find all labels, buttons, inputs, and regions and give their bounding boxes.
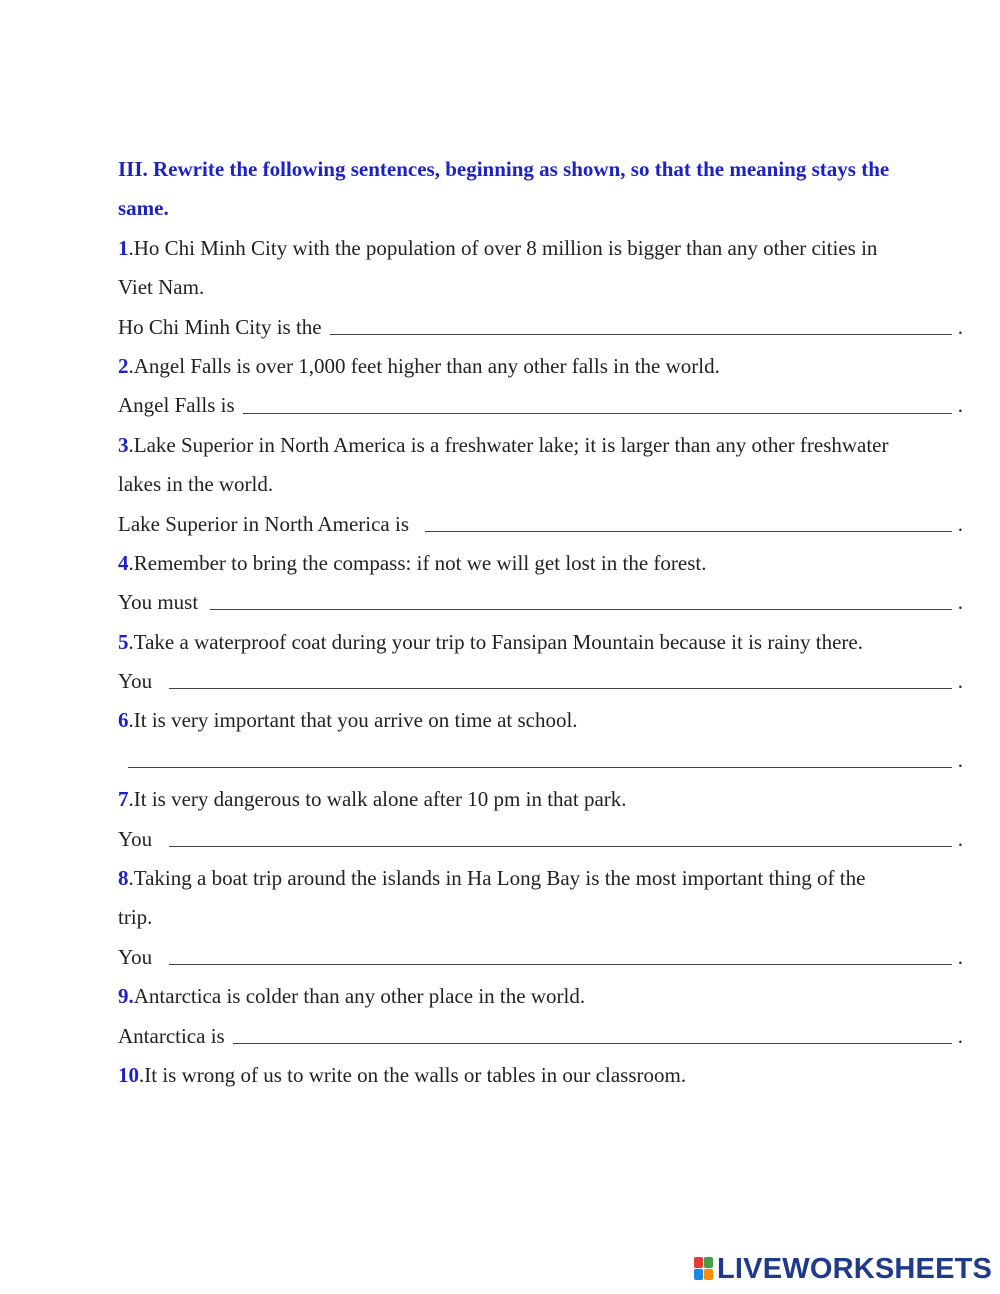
answer-blank-8: [169, 942, 952, 965]
question-number: 9: [118, 984, 129, 1009]
answer-blank-6: [128, 745, 952, 768]
answer-input-4[interactable]: [210, 597, 952, 619]
answer-blank-1: [330, 312, 952, 335]
question-7: 7.It is very dangerous to walk alone after 10 pm in that park.: [118, 787, 627, 812]
answer-input-6[interactable]: [128, 755, 952, 777]
question-number: 1: [118, 235, 129, 260]
question-number: 10: [118, 1062, 139, 1087]
answer-prefix: Antarctica is: [118, 1023, 225, 1048]
answer-row-2: Angel Falls is .: [118, 386, 963, 425]
question-number: 5: [118, 629, 129, 654]
answer-blank-9: [233, 1021, 952, 1044]
answer-row-1: Ho Chi Minh City is the .: [118, 308, 963, 347]
question-6: 6.It is very important that you arrive on time at school.: [118, 708, 578, 733]
answer-prefix: Lake Superior in North America is: [118, 511, 410, 536]
answer-input-5[interactable]: [169, 676, 952, 698]
liveworksheets-logo-icon: [694, 1257, 714, 1281]
answer-row-9: Antarctica is .: [118, 1017, 963, 1056]
answer-input-9[interactable]: [233, 1030, 952, 1052]
answer-blank-3: [425, 509, 952, 532]
answer-row-6: .: [118, 741, 963, 780]
question-number: 2: [118, 353, 129, 378]
answer-blank-2: [243, 391, 952, 414]
logo-text: LIVEWORKSHEETS: [717, 1252, 993, 1285]
heading: III. Rewrite the following sentences, beginning as shown, so that the meaning stays the: [118, 157, 890, 181]
question-8-continued: trip.: [118, 905, 153, 930]
question-10: 10.It is wrong of us to write on the walls or tables in our classroom.: [118, 1062, 687, 1087]
question-number: 3: [118, 432, 129, 457]
answer-input-2[interactable]: [243, 400, 952, 422]
answer-row-3: Lake Superior in North America is .: [118, 505, 963, 544]
answer-row-8: You .: [118, 938, 963, 977]
question-9: 9.Antarctica is colder than any other place in the world.: [118, 984, 586, 1009]
answer-row-5: You .: [118, 662, 963, 701]
question-number: 8: [118, 866, 129, 891]
question-1-continued: Viet Nam.: [118, 275, 205, 300]
answer-input-1[interactable]: [330, 321, 952, 343]
answer-blank-7: [169, 824, 952, 847]
answer-blank-5: [169, 666, 952, 689]
answer-row-7: You .: [118, 820, 963, 859]
answer-prefix: Angel Falls is: [118, 393, 235, 418]
question-3-continued: lakes in the world.: [118, 472, 274, 497]
question-2: 2.Angel Falls is over 1,000 feet higher than any other falls in the world.: [118, 353, 720, 378]
question-1: 1.Ho Chi Minh City with the population of over 8 million is bigger than any other cities in: [118, 235, 878, 260]
answer-prefix: You must: [118, 590, 199, 615]
question-number: 6: [118, 708, 129, 733]
worksheet: [118, 150, 963, 1095]
liveworksheets-logo[interactable]: [694, 1254, 992, 1284]
heading-continued: same.: [118, 196, 169, 221]
question-8: 8.Taking a boat trip around the islands in Ha Long Bay is the most important thing of the: [118, 866, 866, 891]
question-number: 4: [118, 550, 129, 575]
answer-prefix: You: [118, 826, 153, 851]
answer-prefix: You: [118, 669, 153, 694]
question-5: 5.Take a waterproof coat during your trip to Fansipan Mountain because it is rainy there.: [118, 629, 863, 654]
answer-row-4: You must .: [118, 583, 963, 622]
answer-prefix: You: [118, 944, 153, 969]
question-number: 7: [118, 787, 129, 812]
answer-prefix: Ho Chi Minh City is the: [118, 314, 322, 339]
question-3: 3.Lake Superior in North America is a freshwater lake; it is larger than any other freshwater: [118, 432, 889, 457]
answer-input-7[interactable]: [169, 833, 952, 855]
question-4: 4.Remember to bring the compass: if not we will get lost in the forest.: [118, 550, 707, 575]
answer-input-8[interactable]: [169, 952, 952, 974]
answer-input-3[interactable]: [425, 518, 952, 540]
answer-blank-4: [210, 587, 952, 610]
